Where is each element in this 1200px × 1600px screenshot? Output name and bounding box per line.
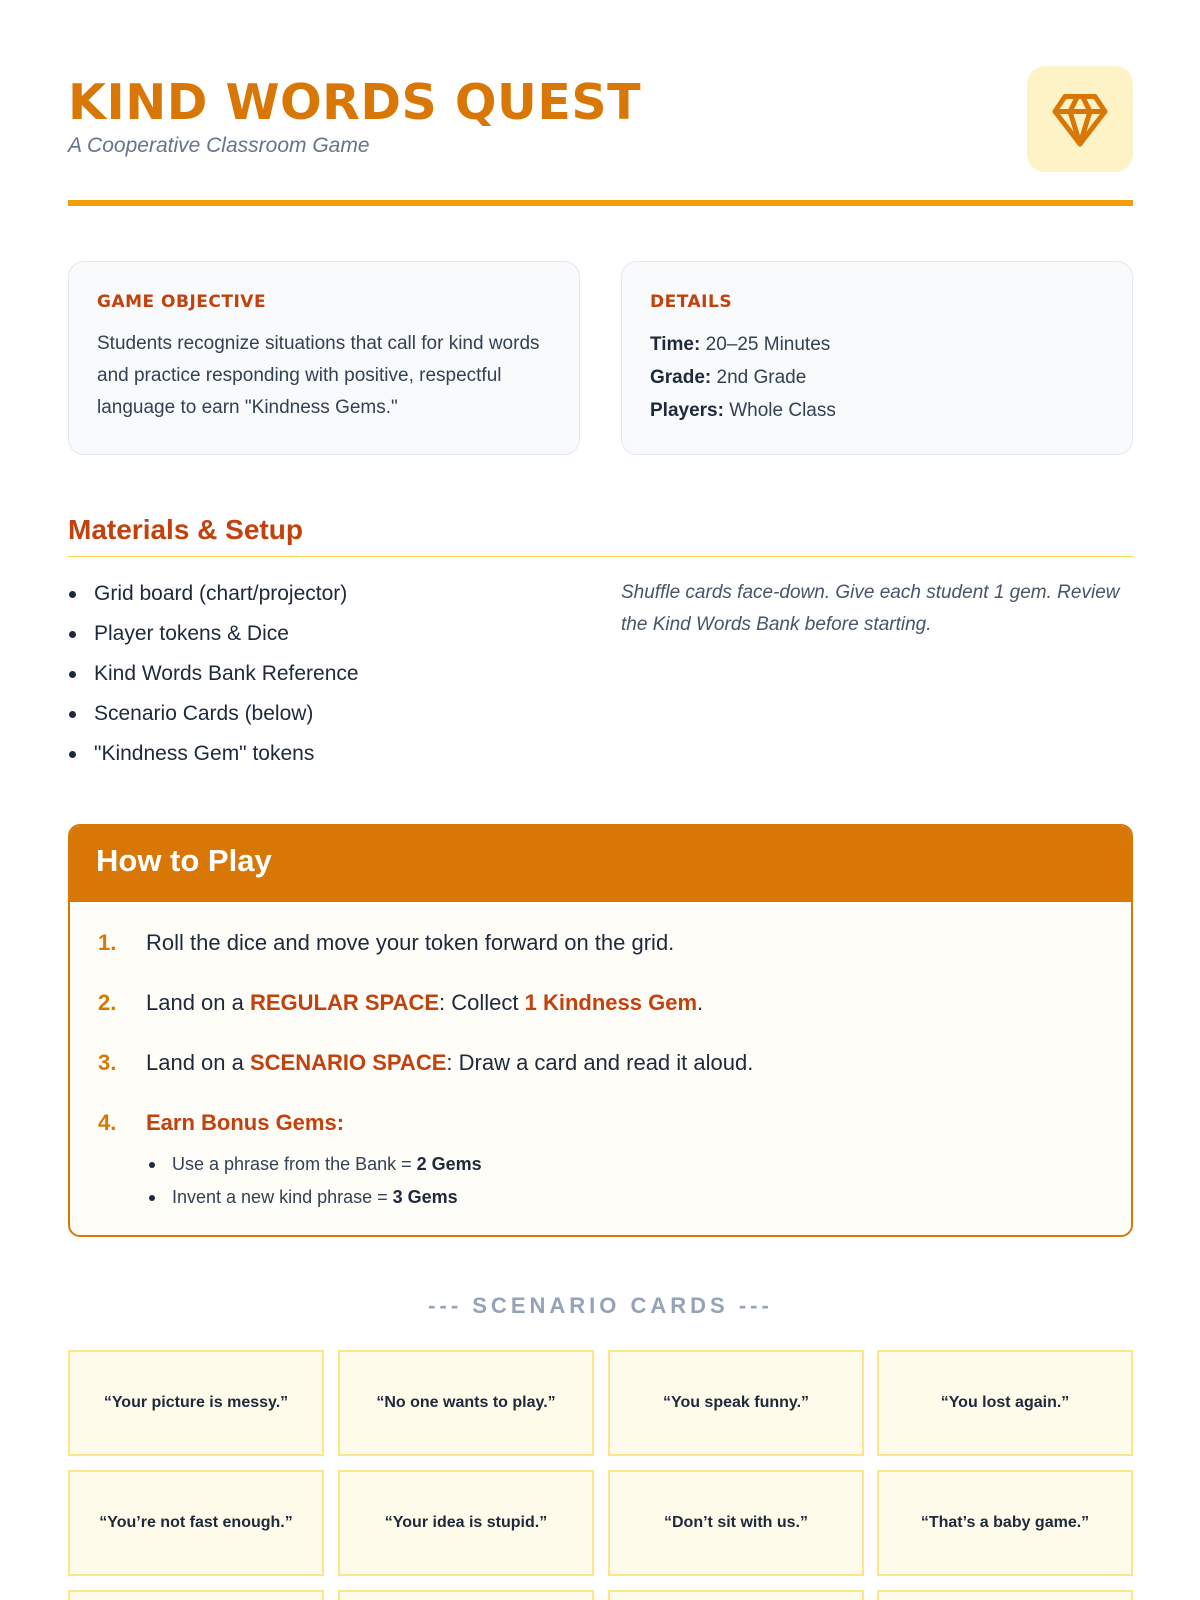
gem-icon	[1050, 89, 1110, 149]
setup-note: Shuffle cards face-down. Give each student 1 gem. Review the Kind Words Bank before starting.	[621, 582, 1120, 635]
step-suffix: : Draw a card and read it aloud.	[446, 1050, 754, 1075]
scenario-card: “Don’t sit with us.”	[608, 1470, 864, 1576]
gem-badge	[1027, 66, 1133, 172]
how-to-play-panel	[68, 824, 1133, 1237]
detail-grade	[650, 361, 1104, 394]
scenario-card-partial	[338, 1590, 594, 1600]
bonus-gems-label: Earn Bonus Gems:	[146, 1110, 345, 1135]
page-title: KIND WORDS QUEST	[68, 74, 642, 131]
step-prefix: Land on a	[146, 1050, 250, 1075]
objective-heading: GAME OBJECTIVE	[97, 292, 267, 312]
list-item: Player tokens & Dice	[68, 614, 588, 654]
list-item: Scenario Cards (below)	[68, 694, 588, 734]
bonus-item	[146, 1148, 1103, 1181]
scenario-card: “You speak funny.”	[608, 1350, 864, 1456]
bonus-gems: 3 Gems	[392, 1187, 458, 1207]
scenario-card: “Your idea is stupid.”	[338, 1470, 594, 1576]
step-2	[98, 988, 1103, 1018]
materials-divider	[68, 556, 1133, 557]
details-card	[621, 261, 1133, 455]
steps-list	[70, 902, 1131, 1214]
step-number: 4.	[98, 1110, 117, 1135]
scenario-card-partial	[68, 1590, 324, 1600]
bonus-list	[146, 1148, 1103, 1214]
bonus-text: Use a phrase from the Bank =	[172, 1154, 417, 1174]
detail-time-label: Time:	[650, 334, 701, 355]
detail-time-value: 20–25 Minutes	[705, 334, 831, 355]
materials-list	[68, 574, 588, 774]
bonus-gems: 2 Gems	[416, 1154, 482, 1174]
step-3	[98, 1048, 1103, 1078]
step-text: Roll the dice and move your token forward on the grid.	[146, 930, 675, 955]
scenario-card-partial	[877, 1590, 1133, 1600]
step-suffix: .	[697, 990, 704, 1015]
step-4	[98, 1108, 1103, 1214]
page-subtitle: A Cooperative Classroom Game	[68, 134, 370, 157]
objective-text: Students recognize situations that call for kind words and practice responding with positive, respectful language to earn "Kindness Gems."	[97, 333, 540, 418]
scenario-cards-heading: --- SCENARIO CARDS ---	[428, 1293, 773, 1318]
list-item: Kind Words Bank Reference	[68, 654, 588, 694]
step-middle: : Collect	[439, 990, 525, 1015]
step-prefix: Land on a	[146, 990, 250, 1015]
page-header	[68, 66, 1133, 206]
list-item: "Kindness Gem" tokens	[68, 734, 588, 774]
detail-grade-value: 2nd Grade	[716, 367, 807, 388]
detail-players	[650, 394, 1104, 427]
list-item: Grid board (chart/projector)	[68, 574, 588, 614]
regular-space-label: REGULAR SPACE	[249, 990, 440, 1015]
step-number: 3.	[98, 1050, 117, 1075]
detail-time	[650, 328, 1104, 361]
scenario-card: “Your picture is messy.”	[68, 1350, 324, 1456]
scenario-card: “That’s a baby game.”	[877, 1470, 1133, 1576]
materials-heading: Materials & Setup	[68, 514, 303, 545]
detail-players-label: Players:	[650, 400, 724, 421]
scenario-card: “No one wants to play.”	[338, 1350, 594, 1456]
scenario-space-label: SCENARIO SPACE	[249, 1050, 447, 1075]
bonus-item	[146, 1181, 1103, 1214]
scenario-card: “You lost again.”	[877, 1350, 1133, 1456]
detail-players-value: Whole Class	[729, 400, 836, 421]
step-1	[98, 928, 1103, 958]
scenario-card-partial	[608, 1590, 864, 1600]
how-to-play-heading: How to Play	[70, 826, 1131, 902]
header-divider	[68, 200, 1133, 206]
detail-grade-label: Grade:	[650, 367, 712, 388]
objective-card	[68, 261, 580, 455]
bonus-text: Invent a new kind phrase =	[172, 1187, 393, 1207]
step-number: 2.	[98, 990, 117, 1015]
gem-reward: 1 Kindness Gem	[524, 990, 698, 1015]
step-number: 1.	[98, 930, 117, 955]
details-heading: DETAILS	[650, 292, 733, 312]
scenario-card: “You’re not fast enough.”	[68, 1470, 324, 1576]
